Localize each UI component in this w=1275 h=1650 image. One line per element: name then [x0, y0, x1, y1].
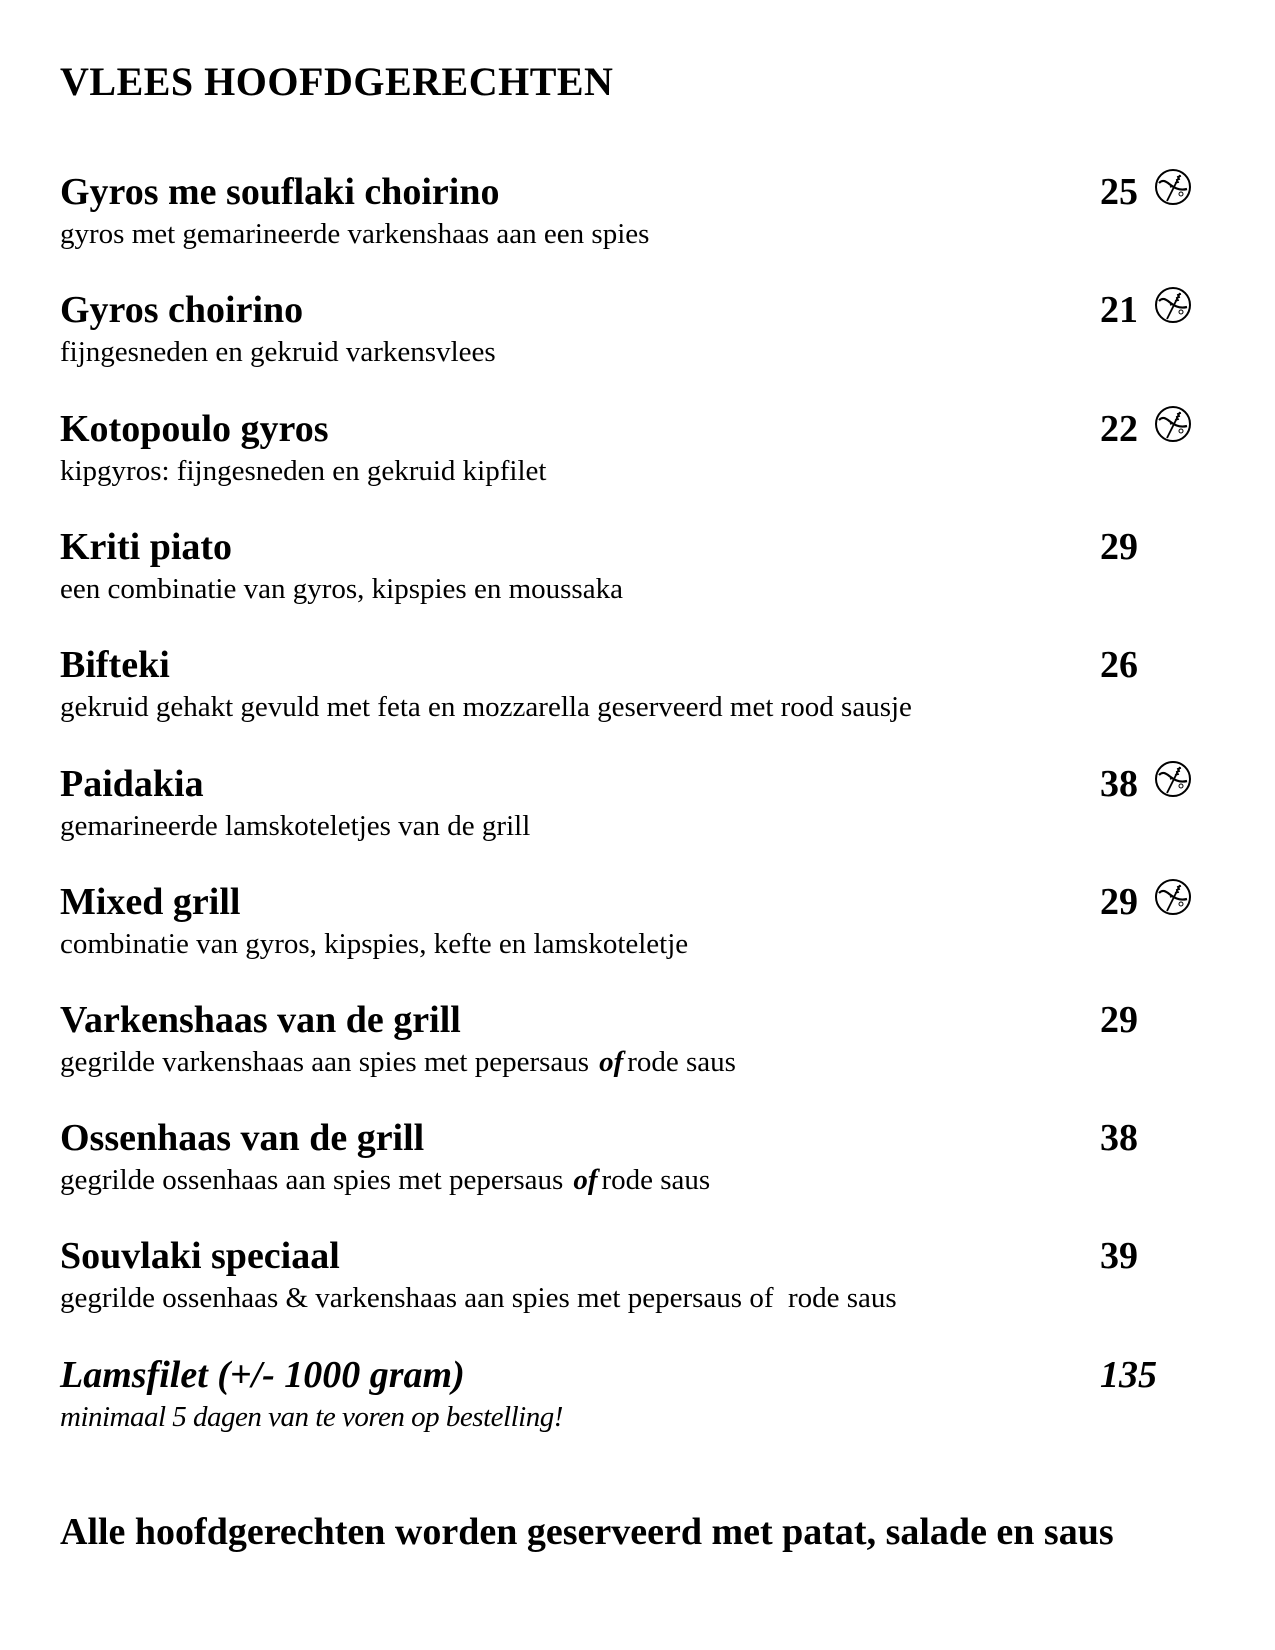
description-emphasis: of [573, 1164, 598, 1196]
dish-description: combinatie van gyros, kipspies, kefte en lamskoteletje [60, 928, 689, 960]
footer-note: Alle hoofdgerechten worden geserveerd met patat, salade en saus [60, 1511, 1114, 1553]
description-text: gegrilde varkenshaas aan spies met pepersaus [60, 1046, 590, 1078]
dish-name: Lamsfilet (+/- 1000 gram) [60, 1354, 465, 1396]
gluten-free-icon [1153, 759, 1193, 799]
menu-item [60, 407, 1220, 489]
dish-name: Souvlaki speciaal [60, 1235, 340, 1277]
dish-price: 38 [1100, 763, 1138, 805]
menu-item [60, 643, 1220, 725]
dish-description: kipgyros: fijngesneden en gekruid kipfilet [60, 455, 547, 487]
page-title: VLEES HOOFDGERECHTEN [60, 59, 614, 104]
dish-price: 21 [1100, 289, 1138, 331]
dish-description: fijngesneden en gekruid varkensvlees [60, 336, 496, 368]
dish-description: gemarineerde lamskoteletjes van de grill [60, 810, 531, 842]
dish-name: Mixed grill [60, 881, 241, 923]
dish-price: 29 [1100, 526, 1138, 568]
menu-item [60, 525, 1220, 607]
dish-description: gekruid gehakt gevuld met feta en mozzarella geserveerd met rood sausje [60, 691, 912, 723]
dish-price: 135 [1100, 1354, 1157, 1396]
menu-item [60, 288, 1220, 370]
menu-item [60, 1116, 1220, 1198]
dish-description: gegrilde ossenhaas & varkenshaas aan spies met pepersaus of rode saus [60, 1282, 897, 1314]
gluten-free-icon [1153, 877, 1193, 917]
dish-description: minimaal 5 dagen van te voren op bestelling! [60, 1401, 563, 1433]
menu-item-special [60, 1353, 1220, 1435]
dish-name: Kotopoulo gyros [60, 408, 329, 450]
menu-item [60, 998, 1220, 1080]
dish-price: 22 [1100, 408, 1138, 450]
dish-price: 29 [1100, 881, 1138, 923]
gluten-free-icon [1153, 404, 1193, 444]
menu-item [60, 1234, 1220, 1316]
gluten-free-icon [1153, 285, 1193, 325]
dish-name: Paidakia [60, 763, 204, 805]
dish-price: 39 [1100, 1235, 1138, 1277]
menu-item [60, 170, 1220, 252]
menu-item [60, 880, 1220, 962]
description-text: rode saus [601, 1164, 711, 1196]
dish-price: 38 [1100, 1117, 1138, 1159]
dish-name: Gyros me souflaki choirino [60, 171, 500, 213]
description-emphasis: of [599, 1046, 624, 1078]
dish-description [60, 1044, 1220, 1080]
dish-price: 29 [1100, 999, 1138, 1041]
description-text: rode saus [627, 1046, 736, 1078]
dish-name: Kriti piato [60, 526, 233, 568]
menu-item [60, 762, 1220, 844]
dish-name: Ossenhaas van de grill [60, 1117, 425, 1159]
description-text: gegrilde ossenhaas aan spies met pepersaus [60, 1164, 564, 1196]
dish-name: Gyros choirino [60, 289, 304, 331]
dish-description: gyros met gemarineerde varkenshaas aan een spies [60, 218, 650, 250]
dish-price: 25 [1100, 171, 1138, 213]
dish-name: Varkenshaas van de grill [60, 999, 461, 1041]
dish-description [60, 1162, 1220, 1198]
dish-name: Bifteki [60, 644, 170, 686]
dish-price: 26 [1100, 644, 1138, 686]
gluten-free-icon [1153, 167, 1193, 207]
dish-description: een combinatie van gyros, kipspies en moussaka [60, 573, 623, 605]
